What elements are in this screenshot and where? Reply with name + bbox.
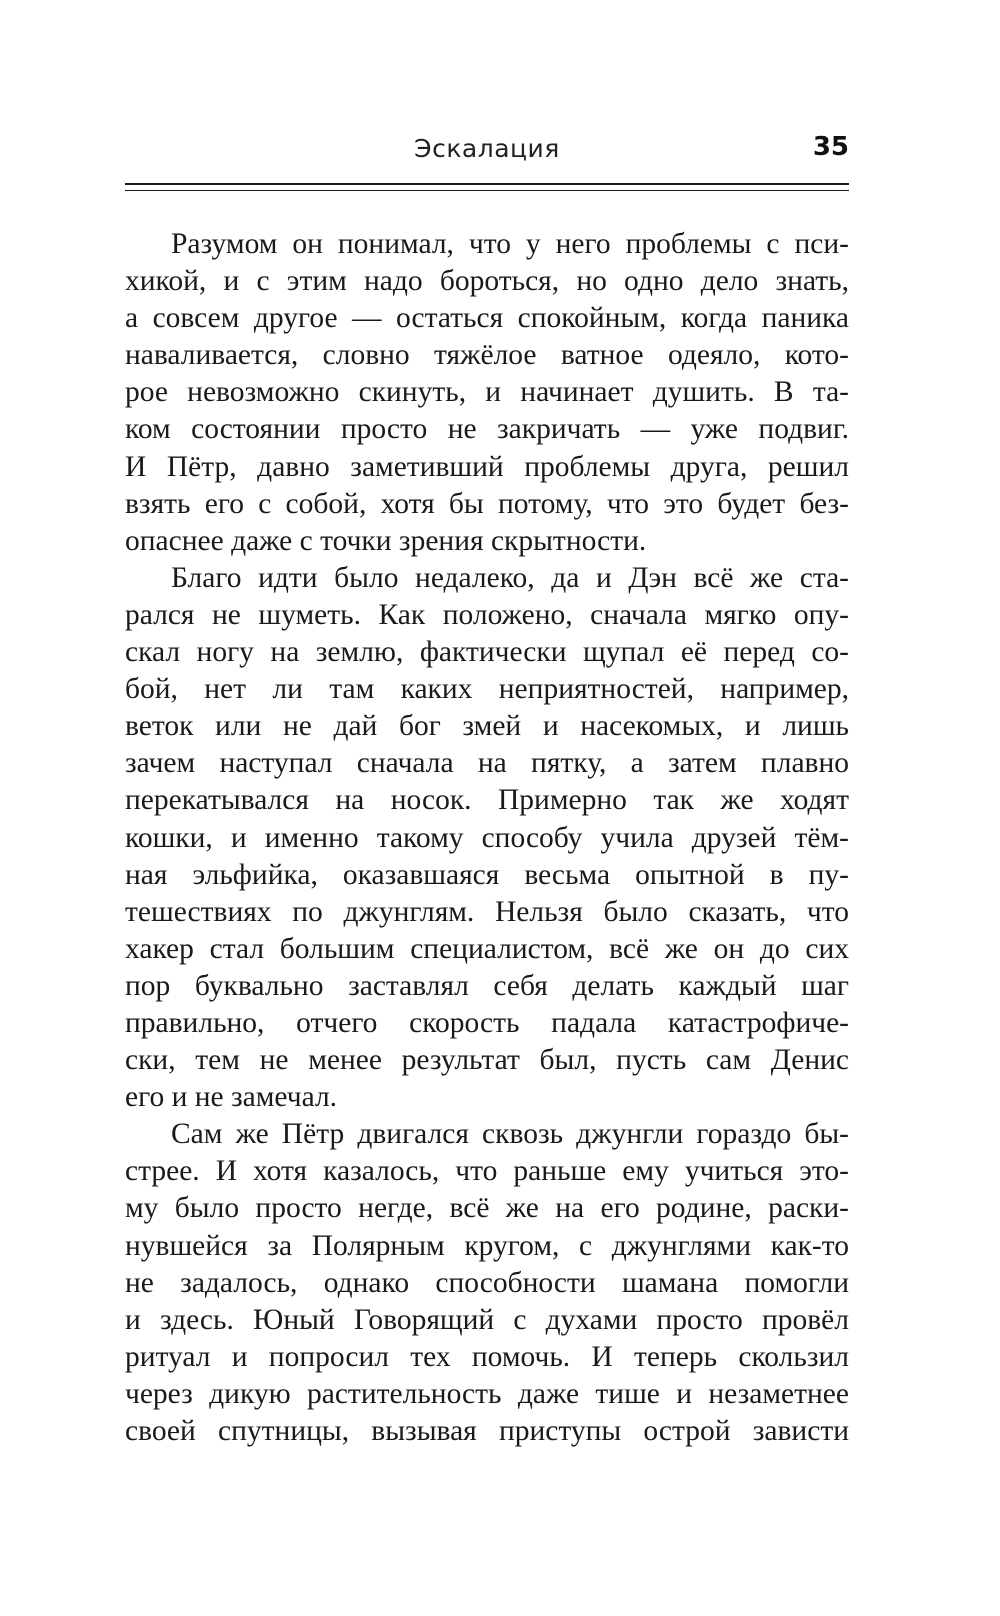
text-line: перекатывался на носок. Примерно так же ходят bbox=[125, 784, 849, 817]
text-line: наваливается, словно тяжёлое ватное одеяло, кото- bbox=[125, 339, 849, 372]
text-line: ная эльфийка, оказавшаяся весьма опытной в пу- bbox=[125, 858, 849, 891]
text-line: ком состоянии просто не закричать — уже подвиг. bbox=[125, 413, 849, 446]
running-header bbox=[125, 130, 849, 170]
header-rule-thick bbox=[125, 183, 849, 185]
text-line: стрее. И хотя казалось, что раньше ему учиться это- bbox=[125, 1155, 849, 1188]
page-number: 35 bbox=[812, 132, 849, 162]
text-line: нувшейся за Полярным кругом, с джунглями как-то bbox=[125, 1229, 849, 1262]
text-line: а совсем другое — остаться спокойным, когда паника bbox=[125, 302, 849, 335]
text-line: не задалось, однако способности шамана помогли bbox=[125, 1266, 849, 1299]
text-line: тешествиях по джунглям. Нельзя было сказать, что bbox=[125, 895, 849, 928]
text-line: взять его с собой, хотя бы потому, что это будет без- bbox=[125, 487, 849, 520]
header-rule-thin bbox=[125, 190, 849, 191]
text-line: бой, нет ли там каких неприятностей, например, bbox=[125, 673, 849, 706]
text-line: рое невозможно скинуть, и начинает душить. В та- bbox=[125, 376, 849, 409]
body-text bbox=[125, 226, 849, 1450]
text-line: ски, тем не менее результат был, пусть сам Денис bbox=[125, 1044, 849, 1077]
text-line: скал ногу на землю, фактически щупал её перед со- bbox=[125, 636, 849, 669]
text-line: и здесь. Юный Говорящий с духами просто провёл bbox=[125, 1303, 849, 1336]
text-line: Разумом он понимал, что у него проблемы с пси- bbox=[171, 228, 849, 260]
text-line: правильно, отчего скорость падала катастрофиче- bbox=[125, 1006, 849, 1039]
text-line: опаснее даже с точки зрения скрытности. bbox=[125, 524, 647, 557]
text-line: своей спутницы, вызывая приступы острой зависти bbox=[125, 1415, 849, 1447]
text-line: хакер стал большим специалистом, всё же он до сих bbox=[125, 932, 849, 965]
text-line: веток или не дай бог змей и насекомых, и лишь bbox=[125, 710, 849, 743]
text-line: рался не шуметь. Как положено, сначала мягко опу- bbox=[125, 598, 849, 631]
text-line: кошки, и именно такому способу учила друзей тём- bbox=[125, 821, 849, 854]
text-line: ритуал и попросил тех помочь. И теперь скользил bbox=[125, 1340, 849, 1373]
text-line: хикой, и с этим надо бороться, но одно дело знать, bbox=[125, 265, 849, 298]
text-line: его и не замечал. bbox=[125, 1081, 338, 1114]
text-line: пор буквально заставлял себя делать каждый шаг bbox=[125, 969, 849, 1002]
running-title: Эскалация bbox=[414, 134, 560, 163]
text-line: Сам же Пётр двигался сквозь джунгли гораздо бы- bbox=[171, 1118, 849, 1151]
text-line: И Пётр, давно заметивший проблемы друга, решил bbox=[125, 450, 849, 483]
text-line: через дикую растительность даже тише и незаметнее bbox=[125, 1377, 849, 1410]
text-line: Благо идти было недалеко, да и Дэн всё же ста- bbox=[171, 561, 849, 594]
text-line: му было просто негде, всё же на его родине, раски- bbox=[125, 1192, 849, 1225]
text-line: зачем наступал сначала на пятку, а затем плавно bbox=[125, 747, 849, 780]
